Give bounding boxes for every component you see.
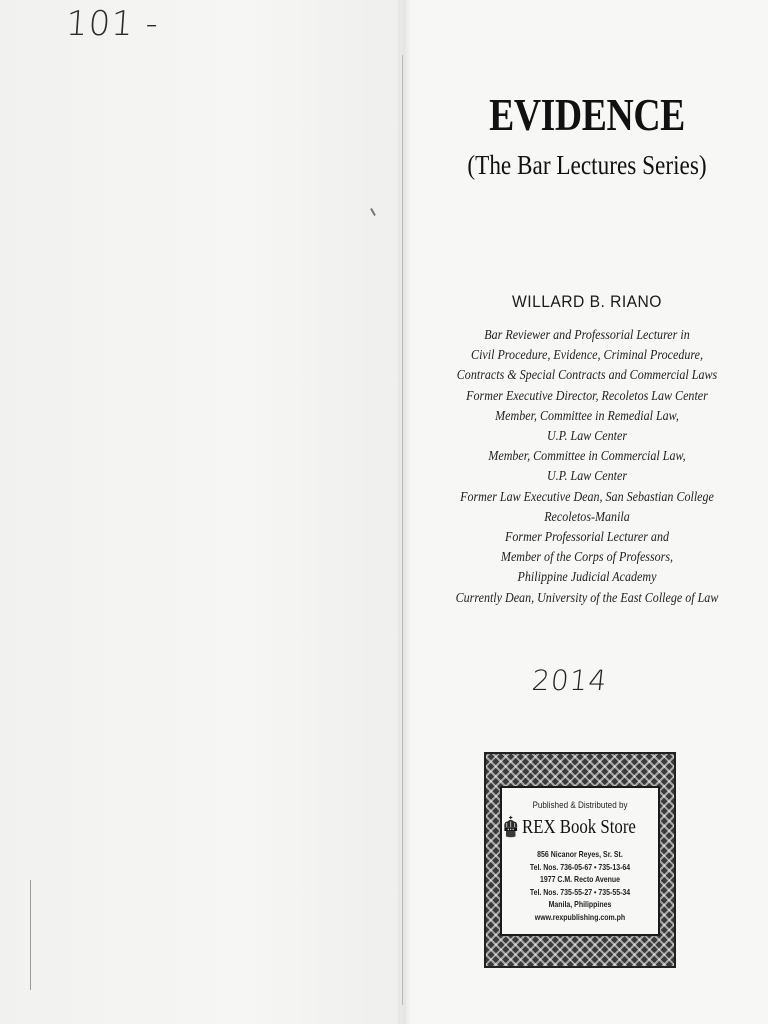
publisher-address-line: 1977 C.M. Recto Avenue <box>539 874 621 884</box>
credential-line: U.P. Law Center <box>546 429 628 445</box>
credential-line: Contracts & Special Contracts and Commercial Laws <box>456 368 718 384</box>
publisher-logo-row <box>502 812 658 842</box>
publisher-address-line: Tel. Nos. 736-05-67 • 735-13-64 <box>529 861 631 872</box>
book-title: EVIDENCE <box>489 89 685 140</box>
publisher-address-line: Tel. Nos. 735-55-27 • 735-55-34 <box>529 886 631 897</box>
credential-line: Philippine Judicial Academy <box>517 570 657 586</box>
credential-line: Currently Dean, University of the East College of Law <box>455 590 719 606</box>
crown-icon <box>502 812 519 842</box>
publisher-website: www.rexpublishing.com.ph <box>534 911 626 922</box>
credential-line: Former Professorial Lecturer and <box>505 530 669 546</box>
credential-line: Former Executive Director, Recoletos Law Center <box>466 388 708 404</box>
page-edge-line <box>30 880 31 990</box>
publisher-label: Published & Distributed by <box>532 800 628 810</box>
book-gutter-line <box>402 55 403 1005</box>
credential-line: Member of the Corps of Professors, <box>500 550 674 566</box>
author-credentials <box>406 326 768 609</box>
credential-line: Bar Reviewer and Professorial Lecturer in <box>484 328 690 343</box>
publisher-box <box>484 752 676 968</box>
credential-line: Recoletos-Manila <box>544 509 630 525</box>
publisher-name: REX Book Store <box>522 815 637 838</box>
publisher-address <box>502 848 658 923</box>
publisher-panel <box>500 786 660 936</box>
handwritten-year: 2014 <box>530 664 609 697</box>
handwritten-page-number: 101 - <box>64 4 161 44</box>
credential-line: Member, Committee in Remedial Law, <box>495 408 679 424</box>
credential-line: Former Law Executive Dean, San Sebastian College <box>460 489 714 505</box>
credential-line: Civil Procedure, Evidence, Criminal Procedure, <box>471 348 703 364</box>
publisher-address-line: Manila, Philippines <box>548 899 612 909</box>
book-subtitle: (The Bar Lectures Series) <box>467 150 707 180</box>
credential-line: Member, Committee in Commercial Law, <box>488 449 686 465</box>
publisher-address-line: 856 Nicanor Reyes, Sr. St. <box>537 849 623 859</box>
author-name: WILLARD B. RIANO <box>512 292 662 311</box>
credential-line: U.P. Law Center <box>546 469 628 485</box>
